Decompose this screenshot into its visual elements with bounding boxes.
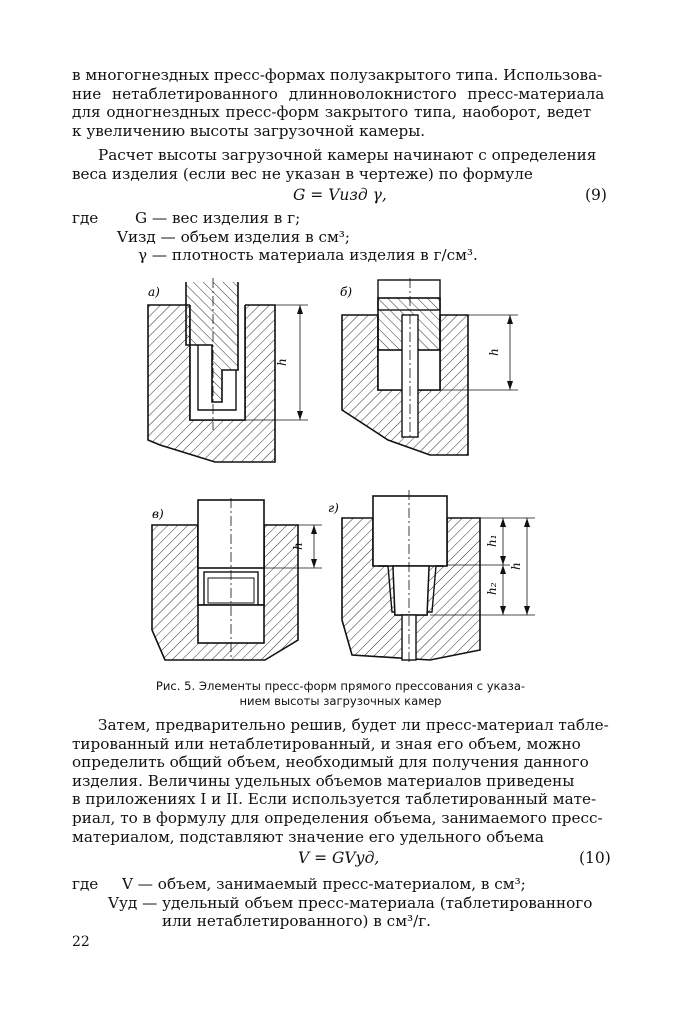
paragraph-volume-calc [72,716,609,846]
where-label-2: где [72,875,99,893]
equation-number-9: (9) [585,186,607,204]
text-line: веса изделия (если вес не указан в чертеже) по формуле [72,164,533,183]
definition-vud: Vуд — удельный объем пресс-материала (таблетированного [108,894,593,912]
text-line: тированный или нетаблетированный, и зная его объем, можно [72,734,581,753]
panel-b [342,278,518,455]
definition-density: γ — плотность материала изделия в г/см³. [138,246,478,264]
text-line: Затем, предварительно решив, будет ли пресс-материал табле- [98,716,609,734]
text-line: ние нетаблетированного длинноволокнистого пресс-материала [72,84,605,103]
panel-label-g: г) [328,501,339,515]
formula-9: G = Vизд γ, [293,186,387,204]
panel-g [342,490,535,665]
text-line: в приложениях I и II. Если используется таблетированный мате- [72,790,597,809]
text-line: изделия. Величины удельных объемов материалов приведены [72,771,575,790]
text-line: определить общий объем, необходимый для получения данного [72,753,589,772]
dim-label-h-b: h [487,348,501,356]
dim-label-h1: h₁ [485,534,499,547]
panel-a [148,278,308,462]
equation-number-10: (10) [579,849,611,867]
dim-label-h-g: h [509,562,523,570]
panel-label-b: б) [340,285,353,299]
figure-caption [72,679,609,709]
dim-label-h-v: h [291,542,305,550]
text-line: риал, то в формулу для определения объема, занимаемого пресс- [72,808,603,827]
caption-line: Рис. 5. Элементы пресс-форм прямого прессования с указа- [155,679,526,693]
text-line: Расчет высоты загрузочной камеры начинают с определения [98,146,597,164]
definition-volume: Vизд — объем изделия в см³; [117,228,350,246]
text-line: материалом, подставляют значение его удельного объема [72,827,544,846]
definition-vud-cont: или нетаблетированного) в см³/г. [162,912,431,930]
formula-10: V = GVуд, [298,849,380,867]
panel-label-v: в) [152,507,164,521]
caption-line: нием высоты загрузочных камер [239,694,442,708]
panel-v [152,498,322,660]
definition-v: V — объем, занимаемый пресс-материалом, в см³; [122,875,526,893]
dim-label-h2: h₂ [485,582,499,595]
where-label: где [72,209,99,227]
page-number: 22 [72,934,90,950]
panel-label-a: а) [148,285,160,299]
text-line: к увеличению высоты загрузочной камеры. [72,121,426,140]
dim-label-h-a: h [275,358,289,366]
text-line: в многогнездных пресс-формах полузакрытого типа. Использова- [72,66,603,84]
text-line: для одногнездных пресс-форм закрытого типа, наоборот, ведет [72,103,592,122]
definition-weight: G — вес изделия в г; [135,209,301,227]
